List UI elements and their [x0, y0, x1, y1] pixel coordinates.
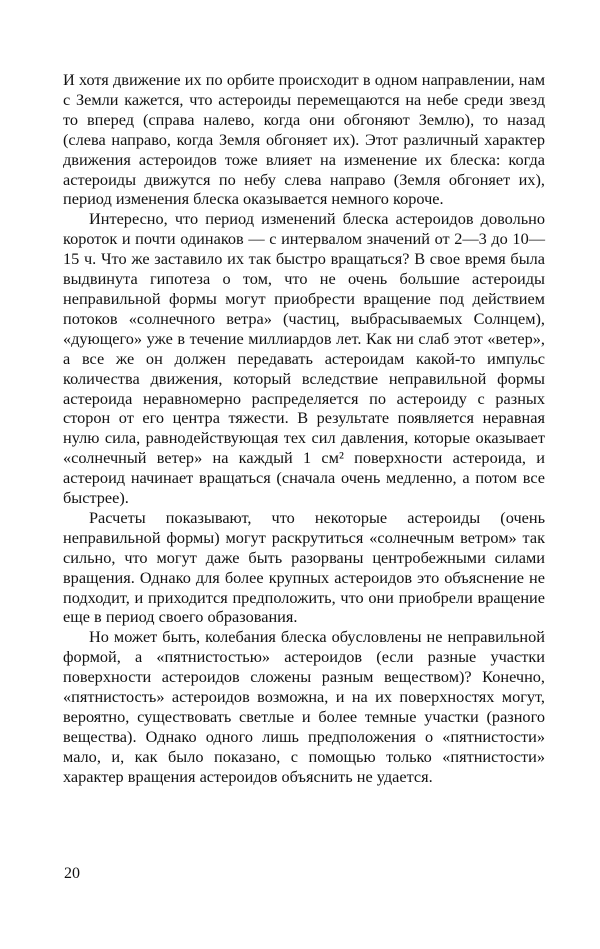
- page-body: [63, 70, 545, 787]
- paragraph-spottiness: Но может быть, колебания блеска обусловлены не неправильной формой, а «пятнистостью» астероидов (если разные участки поверхности астероидов сложены разным веществом)? Конечно, «пятнистость» астероидов возможна, и на их поверхностях могут, вероятно, существовать светлые и более темные участки (разного вещества). Однако одного лишь предположения о «пятнистости» мало, и, как было показано, с помощью только «пятнистости» характер вращения астероидов объяснить не удается.: [63, 627, 545, 786]
- paragraph-orbit-motion: И хотя движение их по орбите происходит в одном направлении, нам с Земли кажется, что астероиды перемещаются на небе среди звезд то вперед (справа налево, когда они обгоняют Землю), то назад (слева направо, когда Земля обгоняет их). Этот различный характер движения астероидов тоже влияет на изменение их блеска: когда астероиды движутся по небу слева направо (Земля обгоняет их), период изменения блеска оказывается немного короче.: [63, 70, 545, 209]
- page-number: 20: [64, 865, 80, 882]
- paragraph-rotation-period: Интересно, что период изменений блеска астероидов довольно короток и почти одинаков — с интервалом значений от 2—3 до 10—15 ч. Что же заставило их так быстро вращаться? В свое время была выдвинута гипотеза о том, что не очень большие астероиды неправильной формы могут приобрести вращение под действием потоков «солнечного ветра» (частиц, выбрасываемых Солнцем), «дующего» уже в течение миллиардов лет. Как ни слаб этот «ветер», а все же он должен передавать астероидам какой-то импульс количества движения, который вследствие неправильной формы астероида неравномерно распределяется по астероиду с разных сторон от его центра тяжести. В результате появляется неравная нулю сила, равнодействующая тех сил давления, которые оказывает «солнечный ветер» на каждый 1 см² поверхности астероида, и астероид начинает вращаться (сначала очень медленно, а потом все быстрее).: [63, 209, 545, 508]
- paragraph-calculations: Расчеты показывают, что некоторые астероиды (очень неправильной формы) могут раскрутиться «солнечным ветром» так сильно, что могут даже быть разорваны центробежными силами вращения. Однако для более крупных астероидов это объяснение не подходит, и приходится предположить, что они приобрели вращение еще в период своего образования.: [63, 507, 545, 627]
